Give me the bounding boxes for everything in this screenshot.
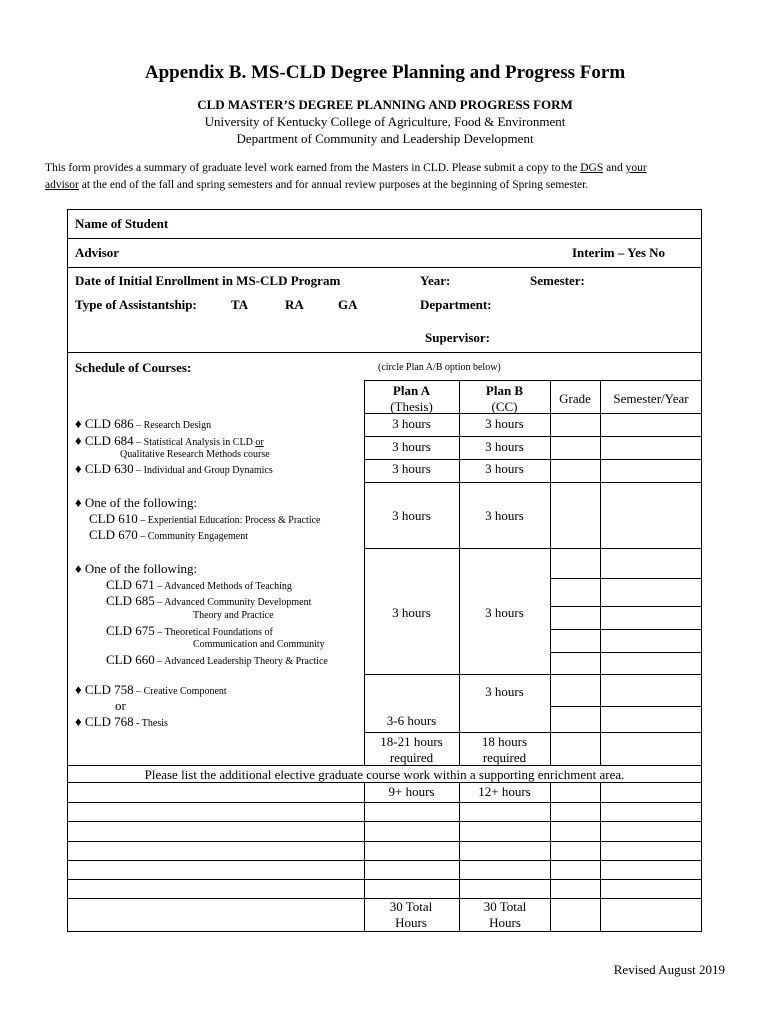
form-border — [67, 931, 702, 932]
revised-date: Revised August 2019 — [613, 962, 725, 977]
row-divider — [67, 352, 702, 353]
plan-a-total: 30 Total Hours — [389, 899, 433, 930]
row-divider — [364, 436, 702, 437]
course-768 — [75, 714, 168, 730]
course-758 — [75, 682, 227, 698]
course-660 — [106, 652, 328, 668]
form-border — [701, 209, 702, 932]
course-code: ♦ CLD 630 — [75, 461, 134, 476]
course-code: ♦ CLD 758 — [75, 682, 134, 697]
plan-a-hours: 3 hours — [392, 508, 431, 523]
one-of-following-2: ♦ One of the following: — [75, 561, 198, 576]
row-divider — [364, 482, 702, 483]
ta-option[interactable]: TA — [231, 297, 249, 312]
your-text: your — [625, 162, 647, 174]
course-desc: – Advanced Community Development — [154, 597, 312, 608]
column-divider — [364, 380, 365, 765]
course-desc: – Individual and Group Dynamics — [133, 465, 273, 476]
year-field[interactable]: Year: — [420, 273, 451, 288]
course-desc: – Theoretical Foundations of — [154, 627, 273, 638]
column-divider — [600, 782, 601, 932]
elective-note: Please list the additional elective graduate course work within a supporting enrichment area. — [144, 767, 625, 782]
course-671 — [106, 577, 292, 593]
plan-b-required: 18 hours required — [481, 734, 528, 765]
plan-b-header: Plan B — [485, 383, 524, 398]
row-divider — [364, 674, 702, 675]
university-line: University of Kentucky College of Agriculture, Food & Environment — [204, 114, 566, 129]
column-divider — [459, 380, 460, 765]
advisor-text: advisor — [45, 179, 79, 191]
course-code: CLD 670 — [89, 527, 138, 542]
assistantship-label: Type of Assistantship: — [75, 297, 197, 312]
row-divider — [67, 267, 702, 268]
student-name-field[interactable]: Name of Student — [75, 216, 169, 231]
row-divider — [67, 782, 702, 783]
course-desc: – Creative Component — [133, 686, 227, 697]
course-610 — [89, 511, 320, 527]
intro-text: and — [603, 162, 626, 174]
plan-a-required: 18-21 hours required — [380, 734, 443, 765]
course-code: CLD 675 — [106, 623, 155, 638]
course-630 — [75, 461, 273, 477]
plan-b-hours: 3 hours — [485, 684, 524, 699]
semester-field[interactable]: Semester: — [530, 273, 585, 288]
schedule-label: Schedule of Courses: — [75, 360, 192, 375]
row-divider — [550, 652, 702, 653]
course-675 — [106, 623, 273, 639]
row-divider — [364, 548, 702, 549]
row-divider — [364, 380, 702, 381]
plan-a-sub: (Thesis) — [390, 399, 433, 414]
plan-b-hours: 3 hours — [485, 605, 524, 620]
dgs-text: DGS — [580, 162, 604, 174]
department-line: Department of Community and Leadership Development — [236, 131, 534, 146]
plan-a-thesis-hours: 3-6 hours — [386, 713, 437, 728]
plan-b-hours: 3 hours — [485, 439, 524, 454]
form-title: Appendix B. MS-CLD Degree Planning and Progress Form — [144, 62, 626, 83]
course-685 — [106, 593, 311, 609]
plan-b-elective-hours: 12+ hours — [478, 784, 531, 799]
course-desc: - Thesis — [133, 718, 168, 729]
course-code: ♦ CLD 686 — [75, 416, 134, 431]
row-divider — [364, 459, 702, 460]
course-code: CLD 660 — [106, 652, 155, 667]
plan-b-hours: 3 hours — [485, 416, 524, 431]
semester-year-header: Semester/Year — [613, 391, 689, 406]
course-686 — [75, 416, 211, 432]
interim-option[interactable]: Interim – Yes No — [572, 245, 666, 260]
course-desc: – Community Engagement — [137, 531, 249, 542]
course-code: CLD 685 — [106, 593, 155, 608]
row-divider — [550, 578, 702, 579]
column-divider — [550, 380, 551, 765]
course-desc: – Advanced Leadership Theory & Practice — [154, 656, 328, 667]
course-desc: – Advanced Methods of Teaching — [154, 581, 292, 592]
course-desc: – Experiential Education: Process & Practice — [137, 515, 321, 526]
plan-a-hours: 3 hours — [392, 461, 431, 476]
form-border — [67, 209, 68, 932]
circle-note: (circle Plan A/B option below) — [378, 362, 501, 373]
ga-option[interactable]: GA — [338, 297, 358, 312]
form-subtitle: CLD MASTER’S DEGREE PLANNING AND PROGRESS FORM — [197, 97, 573, 112]
supervisor-field[interactable]: Supervisor: — [425, 330, 490, 345]
column-divider — [600, 380, 601, 765]
row-divider — [67, 860, 702, 861]
department-field[interactable]: Department: — [420, 297, 492, 312]
row-divider — [550, 629, 702, 630]
course-code: ♦ CLD 768 — [75, 714, 134, 729]
advisor-field[interactable]: Advisor — [75, 245, 120, 260]
row-divider — [67, 841, 702, 842]
course-685-desc2: Theory and Practice — [193, 610, 274, 621]
row-divider — [550, 606, 702, 607]
row-divider — [67, 238, 702, 239]
column-divider — [550, 782, 551, 932]
intro-paragraph — [45, 160, 725, 194]
plan-a-header: Plan A — [392, 383, 431, 398]
row-divider — [550, 706, 702, 707]
course-675-desc2: Communication and Community — [193, 639, 325, 650]
plan-a-hours: 3 hours — [392, 439, 431, 454]
plan-b-sub: (CC) — [491, 399, 518, 414]
row-divider — [67, 802, 702, 803]
intro-text: This form provides a summary of graduate level work earned from the Masters in CLD. Please submit a copy to the — [45, 162, 581, 174]
row-divider — [67, 821, 702, 822]
form-border — [67, 209, 702, 210]
row-divider — [364, 732, 702, 733]
course-670 — [89, 527, 248, 543]
one-of-following-1: ♦ One of the following: — [75, 495, 198, 510]
plan-b-total: 30 Total Hours — [483, 899, 527, 930]
course-desc: – Statistical Analysis in CLD — [133, 437, 256, 448]
plan-b-hours: 3 hours — [485, 508, 524, 523]
or-label: or — [115, 698, 126, 713]
course-684 — [75, 433, 264, 449]
plan-b-hours: 3 hours — [485, 461, 524, 476]
plan-a-hours: 3 hours — [392, 416, 431, 431]
column-divider — [364, 782, 365, 932]
course-684-alt: Qualitative Research Methods course — [120, 449, 270, 460]
course-code: ♦ CLD 684 — [75, 433, 134, 448]
or-text: or — [255, 437, 264, 448]
plan-a-elective-hours: 9+ hours — [388, 784, 435, 799]
row-divider — [67, 879, 702, 880]
column-divider — [459, 782, 460, 932]
intro-text: at the end of the fall and spring semesters and for annual review purposes at the beginning of Spring semester. — [78, 179, 589, 191]
ra-option[interactable]: RA — [285, 297, 304, 312]
grade-header: Grade — [559, 391, 591, 406]
enrollment-date-field[interactable]: Date of Initial Enrollment in MS-CLD Program — [75, 273, 341, 288]
course-desc: – Research Design — [133, 420, 212, 431]
plan-a-hours: 3 hours — [392, 605, 431, 620]
course-code: CLD 671 — [106, 577, 155, 592]
course-code: CLD 610 — [89, 511, 138, 526]
